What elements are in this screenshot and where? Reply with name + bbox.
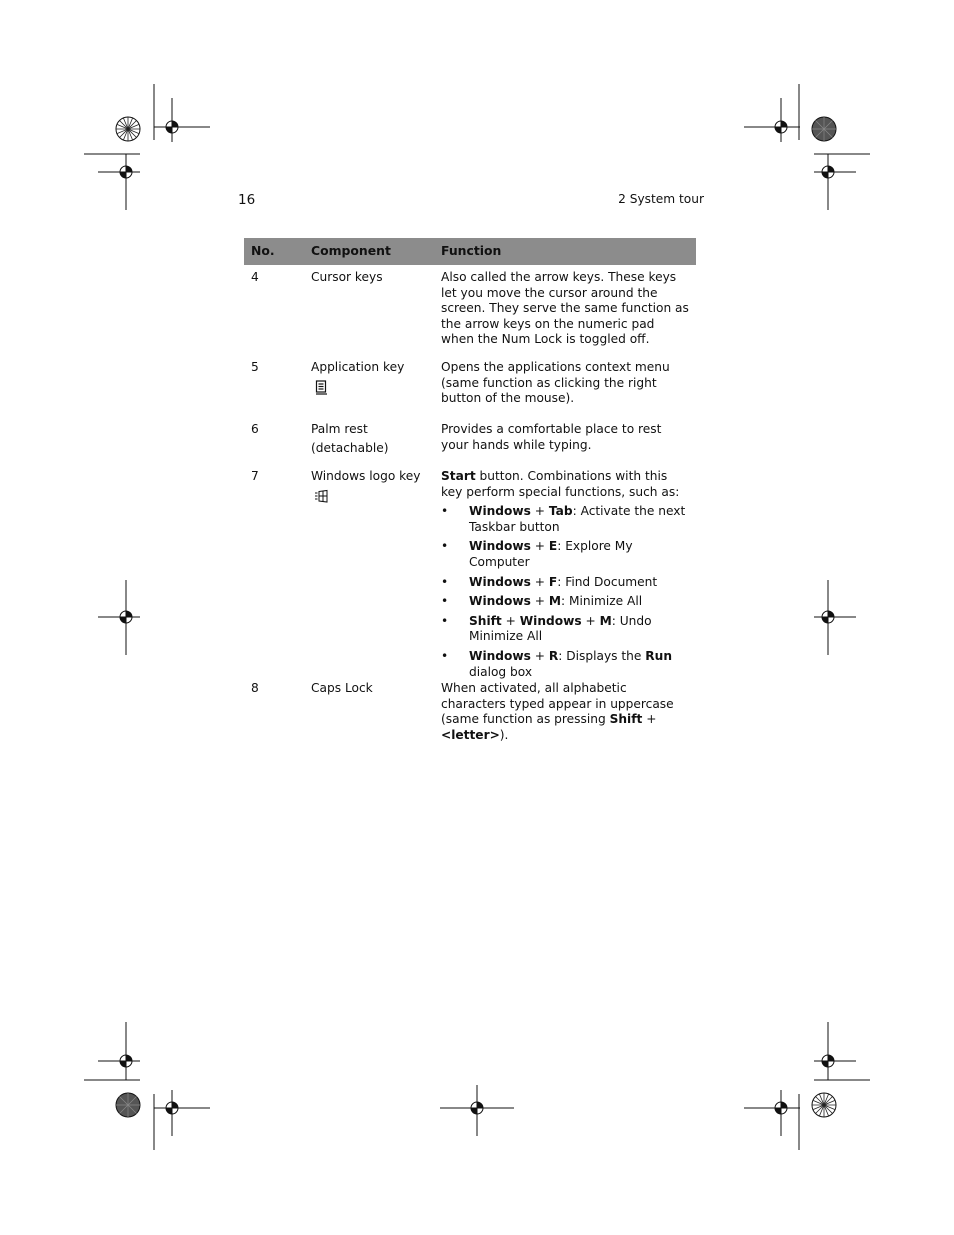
key-label: Shift (609, 712, 643, 727)
key-label: F (548, 574, 558, 589)
plus-sign: + (530, 504, 549, 519)
section-title: 2 System tour (618, 192, 704, 206)
plus-sign: + (530, 648, 549, 663)
row-function (441, 681, 691, 743)
table-header (244, 238, 696, 265)
bullet-text: : Minimize All (561, 594, 643, 609)
row-component: Palm rest (detachable) (311, 422, 389, 455)
key-label: Tab (548, 504, 573, 519)
key-label: Windows (469, 648, 531, 663)
row-component: Application key (311, 360, 405, 374)
bullet-text: : Undo Minimize All (469, 613, 652, 644)
application-key-icon (314, 380, 329, 395)
row-function: Opens the applications context menu (same function as clicking the right button of the mouse). (441, 360, 670, 406)
key-label: Windows (469, 539, 531, 554)
list-item: • Windows + E: Explore My Computer (441, 539, 633, 569)
component-table (244, 238, 696, 742)
bullet-text: : Find Document (557, 574, 658, 589)
plus-sign: + (530, 594, 549, 609)
row-component: Windows logo key (311, 469, 421, 483)
plus-sign: + (530, 574, 549, 589)
row-number: 7 (251, 469, 259, 483)
windows-logo-icon (314, 489, 329, 504)
header-no: No. (251, 243, 275, 258)
list-item: • Windows + R: Displays the Run dialog box (441, 648, 673, 679)
plus-sign: + (642, 712, 657, 727)
row-number: 4 (251, 270, 259, 284)
function-text: When activated, all alphabetic characters typed appear in uppercase (same function as pressing (441, 681, 674, 727)
key-label: R (548, 648, 559, 663)
key-label: <letter> (441, 727, 500, 742)
list-item: • Windows + F: Find Document (441, 574, 658, 589)
row-function: Also called the arrow keys. These keys let you move the cursor around the screen. They serve the same function as the arrow keys on the numeric pad when the Num Lock is toggled off. (441, 270, 689, 347)
row-component: Cursor keys (311, 270, 383, 284)
row-function-combos (441, 469, 691, 680)
bullet-text: : Displays the (558, 648, 646, 663)
key-label: Windows (469, 594, 531, 609)
header-function: Function (441, 243, 502, 258)
row-number: 5 (251, 360, 259, 374)
function-intro (441, 469, 691, 500)
key-label: Run (645, 648, 673, 663)
list-item: • Windows + Tab: Activate the next Taskbar button (441, 504, 686, 534)
key-label: E (548, 539, 558, 554)
key-label: Shift (469, 613, 502, 628)
bullet-text: dialog box (469, 664, 533, 679)
row-function: Provides a comfortable place to rest your hands while typing. (441, 422, 662, 452)
plus-sign: + (581, 613, 600, 628)
list-item: • Shift + Windows + M: Undo Minimize All (441, 613, 652, 644)
row-component-cell (311, 467, 436, 504)
row-component-cell (311, 358, 436, 395)
bullet-text: : Explore My Computer (469, 539, 633, 569)
row-component: Caps Lock (311, 681, 373, 695)
header-component: Component (311, 243, 391, 258)
key-label: Windows (519, 613, 582, 628)
key-label: Windows (469, 504, 531, 519)
bullet-text: : Activate the next Taskbar button (469, 504, 686, 534)
plus-sign: + (501, 613, 520, 628)
page-number: 16 (238, 192, 256, 208)
key-label: M (599, 613, 612, 628)
list-item: • Windows + M: Minimize All (441, 594, 643, 609)
key-label: Windows (469, 574, 531, 589)
row-number: 6 (251, 422, 259, 436)
key-label: M (548, 594, 562, 609)
intro-text: button. Combinations with this key perform special functions, such as: (441, 469, 680, 499)
function-text: ). (499, 727, 509, 742)
plus-sign: + (530, 539, 549, 554)
row-number: 8 (251, 681, 259, 695)
start-label: Start (441, 469, 476, 483)
